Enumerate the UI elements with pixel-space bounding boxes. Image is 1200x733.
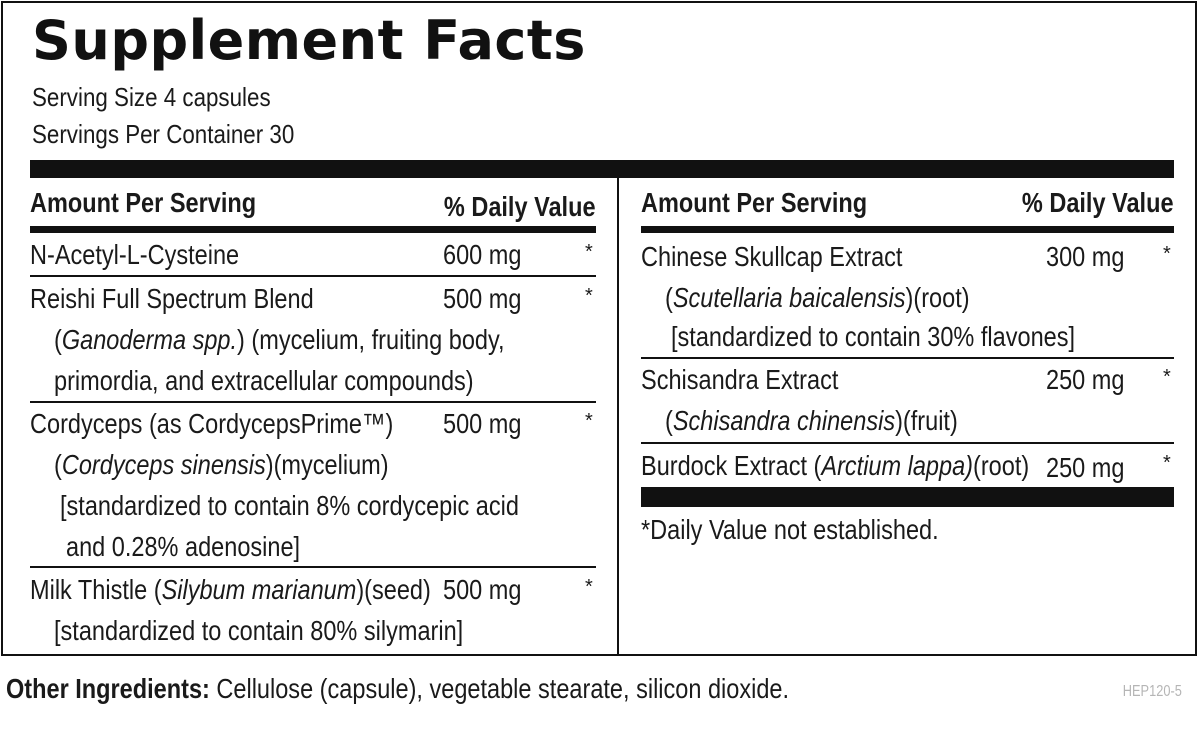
other-ingredients xyxy=(6,672,789,706)
daily-value: * xyxy=(585,410,593,432)
ingredient-detail: (Scutellaria baicalensis)(root) xyxy=(665,282,970,313)
daily-value: * xyxy=(1163,243,1171,265)
ingredient-detail: (Cordyceps sinensis)(mycelium) xyxy=(54,449,389,480)
serving-size: Serving Size 4 capsules xyxy=(32,82,271,112)
botanical-name: Scutellaria baicalensis xyxy=(672,282,906,313)
ingredient-name: Schisandra Extract xyxy=(641,364,839,395)
botanical-name: Ganoderma spp. xyxy=(61,324,238,355)
ingredient-amount: 500 mg xyxy=(443,408,522,439)
row-divider xyxy=(30,401,596,403)
ingredient-amount: 500 mg xyxy=(443,574,522,605)
ingredient-name: Chinese Skullcap Extract xyxy=(641,241,903,272)
panel-title: Supplement Facts xyxy=(32,9,586,72)
ingredient-name: Reishi Full Spectrum Blend xyxy=(30,283,314,314)
left-header-dv: % Daily Value xyxy=(444,191,596,222)
row-divider xyxy=(30,566,596,568)
product-code: HEP120-5 xyxy=(1122,683,1182,700)
ingredient-detail: [standardized to contain 80% silymarin] xyxy=(54,615,464,646)
botanical-name: Cordyceps sinensis xyxy=(61,449,266,480)
botanical-name: Schisandra chinensis xyxy=(672,405,896,436)
ingredient-detail: (Schisandra chinensis)(fruit) xyxy=(665,405,958,436)
ingredient-amount: 600 mg xyxy=(443,239,522,270)
left-header-amount: Amount Per Serving xyxy=(30,187,257,218)
daily-value-footnote: *Daily Value not established. xyxy=(641,514,939,545)
ingredient-detail: and 0.28% adenosine] xyxy=(66,531,301,562)
top-thick-rule xyxy=(30,160,1174,178)
ingredient-name: N-Acetyl-L-Cysteine xyxy=(30,239,240,270)
ingredient-amount: 250 mg xyxy=(1046,452,1125,483)
botanical-name: Silybum marianum xyxy=(161,574,357,605)
botanical-name: Arctium lappa) xyxy=(821,450,974,481)
daily-value: * xyxy=(1163,452,1171,474)
ingredient-detail: (Ganoderma spp.) (mycelium, fruiting body, xyxy=(54,324,505,355)
ingredient-detail: [standardized to contain 8% cordycepic acid xyxy=(60,490,519,521)
ingredient-name: Milk Thistle (Silybum marianum)(seed) xyxy=(30,574,431,605)
ingredient-detail: [standardized to contain 30% flavones] xyxy=(671,321,1076,352)
row-divider xyxy=(30,275,596,277)
ingredient-amount: 500 mg xyxy=(443,283,522,314)
ingredient-name: Cordyceps (as CordycepsPrime™) xyxy=(30,408,394,439)
right-header-dv: % Daily Value xyxy=(1022,187,1174,218)
servings-per-container: Servings Per Container 30 xyxy=(32,119,295,149)
column-divider xyxy=(617,178,619,656)
row-divider xyxy=(641,442,1174,444)
left-header-rule xyxy=(30,226,596,233)
ingredient-amount: 250 mg xyxy=(1046,364,1125,395)
ingredient-amount: 300 mg xyxy=(1046,241,1125,272)
ingredient-detail: primordia, and extracellular compounds) xyxy=(54,365,474,396)
other-ingredients-label: Other Ingredients: xyxy=(6,673,210,704)
other-ingredients-text: Cellulose (capsule), vegetable stearate, silicon dioxide. xyxy=(209,673,790,704)
right-header-rule xyxy=(641,226,1174,233)
daily-value: * xyxy=(585,241,593,263)
row-divider xyxy=(641,357,1174,359)
right-header-amount: Amount Per Serving xyxy=(641,187,868,218)
daily-value: * xyxy=(1163,366,1171,388)
daily-value: * xyxy=(585,576,593,598)
ingredient-name: Burdock Extract (Arctium lappa)(root) xyxy=(641,450,1030,481)
bottom-thick-rule xyxy=(641,487,1174,507)
daily-value: * xyxy=(585,285,593,307)
